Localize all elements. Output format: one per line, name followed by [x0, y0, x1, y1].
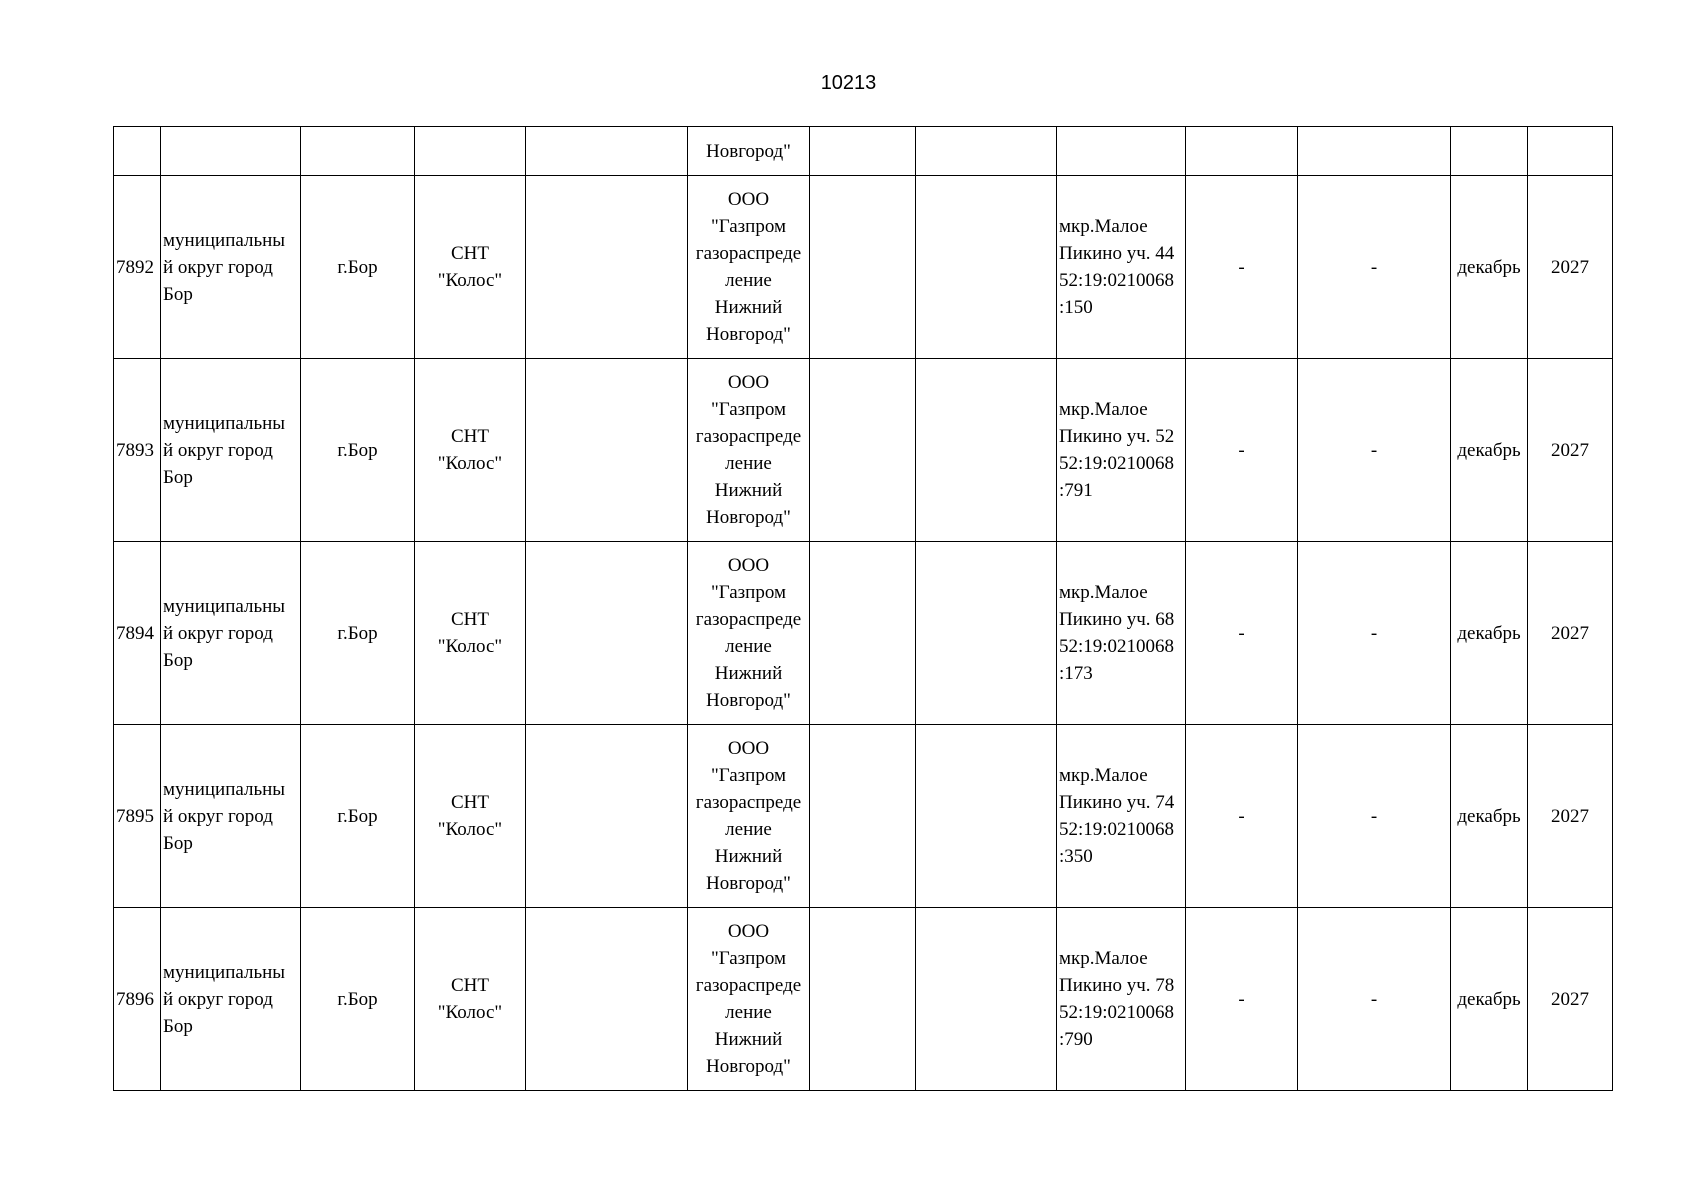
cell-empty-5: [526, 725, 688, 908]
address-line: мкр.Малое: [1059, 216, 1148, 237]
territory-line: "Колос": [437, 270, 503, 291]
cell-empty-7: [810, 725, 916, 908]
cell-number: [114, 176, 161, 359]
municipality-line: муниципальны: [163, 961, 286, 983]
cell-number: [114, 542, 161, 725]
organization-line: Новгород": [706, 324, 791, 345]
cell-territory: [415, 542, 526, 725]
cell-organization: [688, 542, 810, 725]
row-number: 7895: [116, 805, 154, 827]
cell-col11: [1298, 176, 1451, 359]
col10-value: -: [1238, 439, 1245, 461]
cell-number: [114, 127, 161, 176]
address-line: мкр.Малое: [1059, 582, 1148, 603]
cell-address: [1057, 127, 1186, 176]
address-line: :791: [1059, 480, 1093, 501]
address-line: 52:19:0210068: [1059, 270, 1175, 291]
cell-empty-5: [526, 908, 688, 1091]
municipality-line: й округ город: [163, 988, 273, 1010]
col11-value: -: [1370, 622, 1378, 644]
cell-settlement: [301, 127, 415, 176]
organization-line: "Газпром: [710, 948, 787, 969]
cell-col11: [1298, 127, 1451, 176]
organization-line: ление: [725, 453, 772, 474]
address-line: мкр.Малое: [1059, 948, 1148, 969]
cell-empty-8: [916, 725, 1057, 908]
registry-table: [113, 126, 1613, 1091]
municipality-line: Бор: [163, 466, 193, 488]
organization-line: Нижний: [714, 297, 783, 318]
cell-number: [114, 908, 161, 1091]
table-row: [114, 725, 1613, 908]
cell-month: [1451, 359, 1528, 542]
organization-line: ООО: [727, 738, 770, 759]
organization-line: "Газпром: [710, 765, 787, 786]
organization-line: ление: [725, 636, 772, 657]
row-number: 7894: [116, 622, 154, 644]
organization-line: Нижний: [714, 1029, 783, 1050]
organization-line: Новгород": [706, 1056, 791, 1077]
col10-value: -: [1238, 805, 1245, 827]
organization-line: ООО: [727, 372, 770, 393]
address-line: :790: [1059, 1029, 1093, 1050]
cell-year: [1528, 725, 1613, 908]
col10-value: -: [1238, 622, 1245, 644]
cell-year: [1528, 908, 1613, 1091]
cell-col11: [1298, 542, 1451, 725]
cell-municipality: [161, 542, 301, 725]
territory-line: СНТ: [451, 243, 489, 264]
cell-territory: [415, 127, 526, 176]
year: 2027: [1551, 256, 1589, 278]
territory-line: "Колос": [437, 453, 503, 474]
cell-address: [1057, 542, 1186, 725]
address-line: Пикино уч. 52: [1059, 426, 1175, 447]
municipality-line: муниципальны: [163, 595, 286, 617]
cell-month: [1451, 176, 1528, 359]
cell-number: [114, 725, 161, 908]
month: декабрь: [1457, 439, 1521, 461]
territory-line: "Колос": [437, 1002, 503, 1023]
cell-col10: [1186, 725, 1298, 908]
year: 2027: [1551, 805, 1589, 827]
territory-line: "Колос": [437, 819, 503, 840]
address-line: :173: [1059, 663, 1093, 684]
table-body: [114, 127, 1613, 1091]
cell-empty-7: [810, 127, 916, 176]
month: декабрь: [1457, 988, 1521, 1010]
settlement: г.Бор: [337, 256, 378, 278]
row-number: 7896: [116, 988, 154, 1010]
cell-col11: [1298, 725, 1451, 908]
municipality-line: муниципальны: [163, 778, 286, 800]
col10-value: -: [1238, 988, 1245, 1010]
municipality-line: й округ город: [163, 256, 273, 278]
cell-col10: [1186, 359, 1298, 542]
organization-line: газораспреде: [695, 426, 802, 447]
cell-empty-8: [916, 359, 1057, 542]
address-line: Пикино уч. 78: [1059, 975, 1175, 996]
table-row: [114, 542, 1613, 725]
address-line: :350: [1059, 846, 1093, 867]
table-row: [114, 176, 1613, 359]
cell-municipality: [161, 127, 301, 176]
cell-municipality: [161, 725, 301, 908]
cell-empty-7: [810, 176, 916, 359]
table-row: [114, 359, 1613, 542]
cell-address: [1057, 908, 1186, 1091]
cell-empty-8: [916, 542, 1057, 725]
address-line: 52:19:0210068: [1059, 819, 1175, 840]
cell-year: [1528, 359, 1613, 542]
table-row: [114, 908, 1613, 1091]
address-line: Пикино уч. 68: [1059, 609, 1175, 630]
year: 2027: [1551, 439, 1589, 461]
address-line: 52:19:0210068: [1059, 1002, 1175, 1023]
row-number: 7892: [116, 256, 154, 278]
cell-col10: [1186, 127, 1298, 176]
row-number: 7893: [116, 439, 154, 461]
cell-settlement: [301, 908, 415, 1091]
cell-settlement: [301, 542, 415, 725]
col11-value: -: [1370, 988, 1378, 1010]
municipality-line: муниципальны: [163, 412, 286, 434]
cell-empty-8: [916, 127, 1057, 176]
organization-line: Нижний: [714, 663, 783, 684]
organization-line: Нижний: [714, 480, 783, 501]
cell-col11: [1298, 908, 1451, 1091]
address-line: мкр.Малое: [1059, 765, 1148, 786]
cell-organization: [688, 176, 810, 359]
address-line: :150: [1059, 297, 1093, 318]
organization-line: газораспреде: [695, 975, 802, 996]
territory-line: СНТ: [451, 792, 489, 813]
cell-empty-7: [810, 359, 916, 542]
cell-municipality: [161, 908, 301, 1091]
organization-line: "Газпром: [710, 399, 787, 420]
cell-municipality: [161, 359, 301, 542]
organization-line: "Газпром: [710, 582, 787, 603]
cell-address: [1057, 176, 1186, 359]
cell-number: [114, 359, 161, 542]
organization-line: ление: [725, 819, 772, 840]
cell-year: [1528, 542, 1613, 725]
page-number: 10213: [820, 72, 877, 94]
cell-settlement: [301, 725, 415, 908]
col11-value: -: [1370, 439, 1378, 461]
cell-address: [1057, 359, 1186, 542]
organization-line: ООО: [727, 921, 770, 942]
settlement: г.Бор: [337, 988, 378, 1010]
col11-value: -: [1370, 805, 1378, 827]
settlement: г.Бор: [337, 805, 378, 827]
cell-year: [1528, 176, 1613, 359]
cell-settlement: [301, 176, 415, 359]
year: 2027: [1551, 988, 1589, 1010]
cell-organization: [688, 127, 810, 176]
territory-line: СНТ: [451, 426, 489, 447]
cell-settlement: [301, 359, 415, 542]
col11-value: -: [1370, 256, 1378, 278]
municipality-line: й округ город: [163, 622, 273, 644]
address-line: 52:19:0210068: [1059, 636, 1175, 657]
cell-empty-5: [526, 359, 688, 542]
organization-line: "Газпром: [710, 216, 787, 237]
cell-empty-8: [916, 176, 1057, 359]
cell-month: [1451, 127, 1528, 176]
col10-value: -: [1238, 256, 1245, 278]
organization-tail: Новгород": [706, 140, 791, 162]
month: декабрь: [1457, 805, 1521, 827]
cell-col11: [1298, 359, 1451, 542]
municipality-line: муниципальны: [163, 229, 286, 251]
cell-month: [1451, 908, 1528, 1091]
cell-territory: [415, 176, 526, 359]
organization-line: ление: [725, 1002, 772, 1023]
cell-col10: [1186, 176, 1298, 359]
month: декабрь: [1457, 622, 1521, 644]
cell-address: [1057, 725, 1186, 908]
month: декабрь: [1457, 256, 1521, 278]
cell-month: [1451, 725, 1528, 908]
address-line: Пикино уч. 74: [1059, 792, 1175, 813]
organization-line: ление: [725, 270, 772, 291]
territory-line: "Колос": [437, 636, 503, 657]
settlement: г.Бор: [337, 622, 378, 644]
municipality-line: й округ город: [163, 805, 273, 827]
municipality-line: Бор: [163, 283, 193, 305]
address-line: 52:19:0210068: [1059, 453, 1175, 474]
territory-line: СНТ: [451, 975, 489, 996]
organization-line: ООО: [727, 189, 770, 210]
cell-empty-7: [810, 542, 916, 725]
municipality-line: Бор: [163, 649, 193, 671]
cell-organization: [688, 359, 810, 542]
organization-line: газораспреде: [695, 609, 802, 630]
cell-organization: [688, 908, 810, 1091]
organization-line: газораспреде: [695, 243, 802, 264]
cell-empty-7: [810, 908, 916, 1091]
municipality-line: й округ город: [163, 439, 273, 461]
cell-col10: [1186, 908, 1298, 1091]
municipality-line: Бор: [163, 1015, 193, 1037]
territory-line: СНТ: [451, 609, 489, 630]
municipality-line: Бор: [163, 832, 193, 854]
address-line: мкр.Малое: [1059, 399, 1148, 420]
cell-territory: [415, 908, 526, 1091]
address-line: Пикино уч. 44: [1059, 243, 1175, 264]
organization-line: ООО: [727, 555, 770, 576]
cell-empty-5: [526, 127, 688, 176]
cell-territory: [415, 725, 526, 908]
settlement: г.Бор: [337, 439, 378, 461]
cell-empty-5: [526, 176, 688, 359]
cell-territory: [415, 359, 526, 542]
organization-line: Новгород": [706, 690, 791, 711]
year: 2027: [1551, 622, 1589, 644]
organization-line: Нижний: [714, 846, 783, 867]
continued-row: [114, 127, 1613, 176]
organization-line: Новгород": [706, 873, 791, 894]
cell-col10: [1186, 542, 1298, 725]
cell-empty-8: [916, 908, 1057, 1091]
cell-year: [1528, 127, 1613, 176]
cell-organization: [688, 725, 810, 908]
cell-empty-5: [526, 542, 688, 725]
organization-line: газораспреде: [695, 792, 802, 813]
organization-line: Новгород": [706, 507, 791, 528]
cell-municipality: [161, 176, 301, 359]
cell-month: [1451, 542, 1528, 725]
